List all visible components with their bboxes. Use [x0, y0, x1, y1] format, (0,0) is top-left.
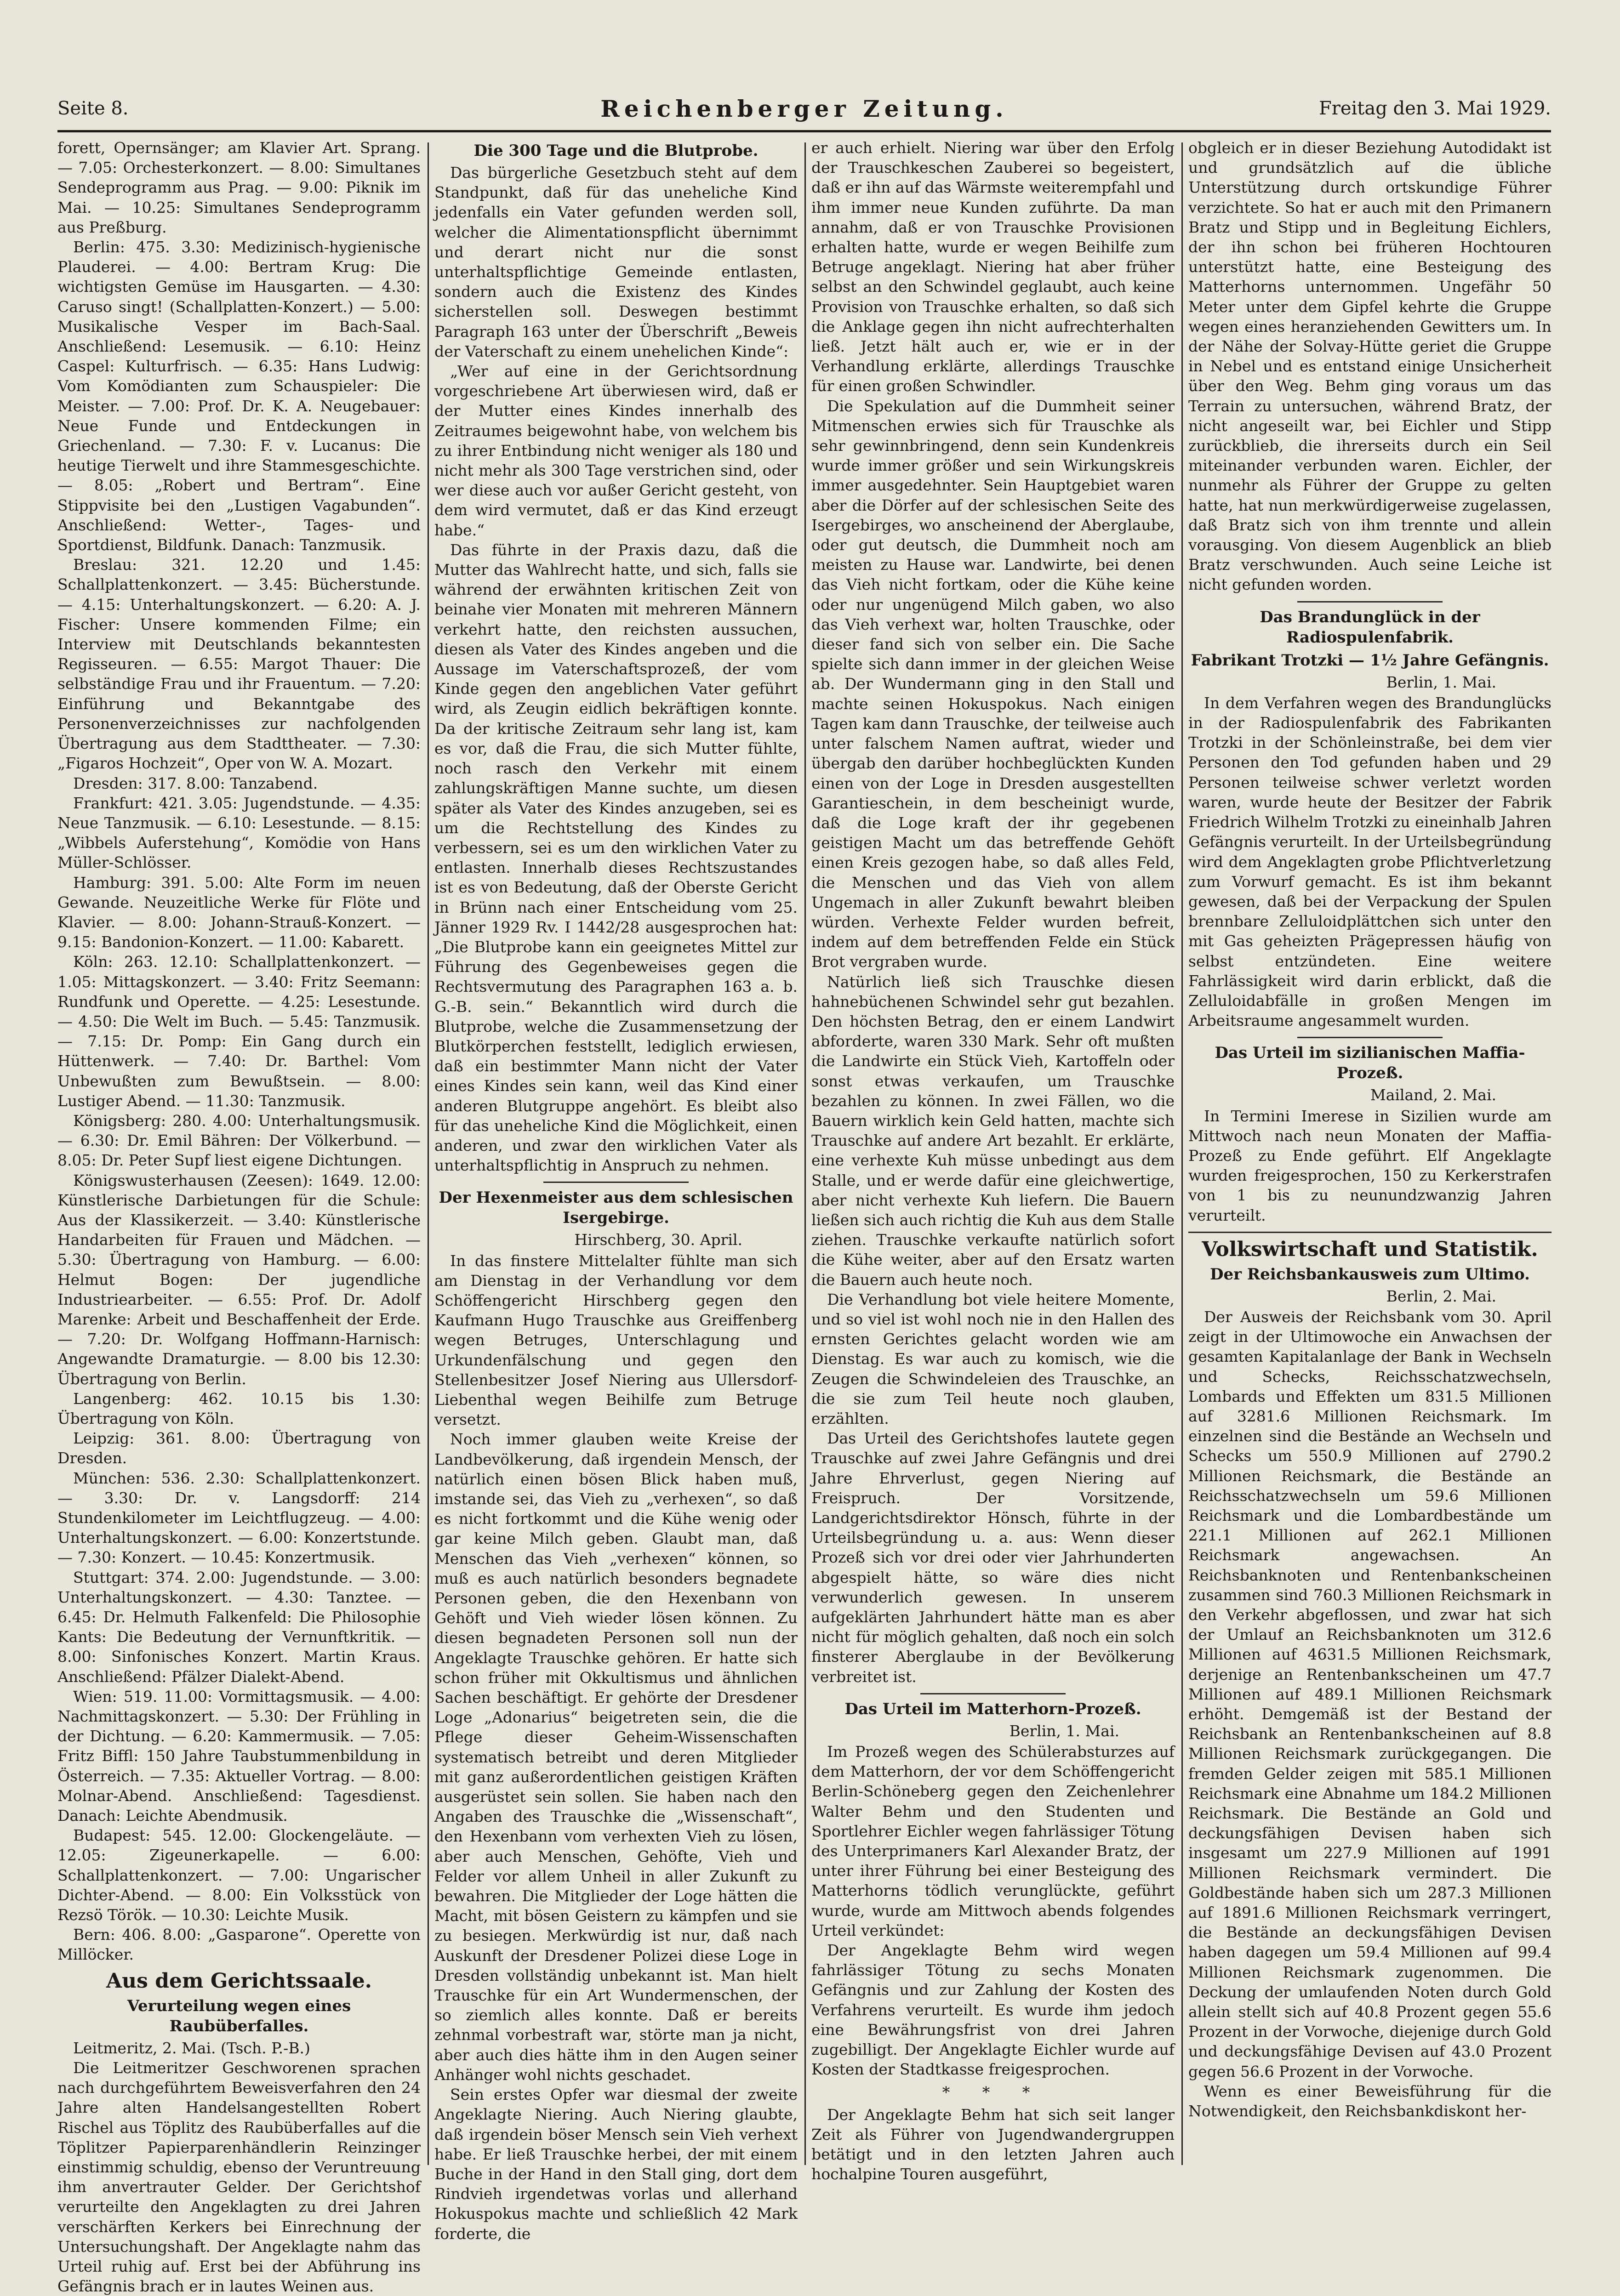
article-paragraph: In dem Verfahren wegen des Brandunglücks in der Radiospulenfabrik des Fabrikanten Trotzki in der Schönleinstraße, bei dem vier Personen den Tod gefunden haben und 29 Personen teilweise schwer verletzt worden waren, wurde heute der Besitzer der Fabrik Friedrich Wilhelm Trotzki zu eineinhalb Jahren Gefängnis verurteilt. In der Urteilsbegründung wird dem Angeklagten grobe Pflichtverletzung zum Vorwurf gemacht. Es ist ihm bekannt gewesen, daß bei der Verpackung der Spulen brennbare Zelluloidplättchen sich unter den mit Gas geheizten Prägepressen häufig von selbst entzündeten. Eine weitere Fahrlässigkeit wird darin erblickt, daß die Zelluloidabfälle in großen Mengen im Arbeitsraume angesammelt wurden.	[1188, 693, 1552, 1030]
article-paragraph: Der Angeklagte Behm hat sich seit langer Zeit als Führer von Jugendwandergruppen betätigt und in den letzten Jahren auch hochalpine Touren ausgeführt,	[811, 2105, 1175, 2183]
article-paragraph: Das führte in der Praxis dazu, daß die Mutter das Wahlrecht hatte, und sich, falls sie während der erwähnten kritischen Zeit von beinahe vier Monaten mit mehreren Männern verkehrt hatte, den reichsten aussuchen, diesen als Vater des Kindes angeben und die Aussage im Vaterschaftsprozeß, der vom Kinde gegen den angeblichen Vater geführt wird, als Zeugin eidlich bekräftigen konnte. Da der kritische Zeitraum sehr lang ist, kam es vor, daß die Frau, die sich Mutter fühlte, noch rasch den Verkehr mit einem zahlungskräftigen Manne suchte, um diesen später als Vater des Kindes anzugeben, sei es um die Rechtstellung des Kindes zu verbessern, sei es um den wirklichen Vater zu entlasten. Innerhalb dieses Rechtszustandes ist es von Bedeutung, daß der Oberste Gericht in Brünn nach einer Entscheidung vom 25. Jänner 1929 Rv. I 1442/28 ausgesprochen hat: „Die Blutprobe kann ein geeignetes Mittel zur Führung des Gegenbeweises gegen die Rechtsvermutung des Paragraphen 163 a. b. G.-B. sein.“ Bekanntlich wird durch die Blutprobe, welche die Zusammensetzung der Blutkörperchen feststellt, lediglich erwiesen, daß ein bestimmter Mann nicht der Vater eines Kindes sein kann, weil das Kind einer anderen Blutgruppe angehört. Es bleibt also für das uneheliche Kind die Möglichkeit, einen anderen, und zwar den wirklichen Vater als unterhaltspflichtig in Anspruch zu nehmen.	[434, 540, 798, 1175]
section-separator	[1188, 1232, 1552, 1233]
article-paragraph: Der Angeklagte Behm wird wegen fahrlässiger Tötung zu sechs Monaten Gefängnis und zur Zahlung der Kosten des Verfahrens verurteilt. Es wurde ihm jedoch eine Bewährungsfrist von drei Jahren zugebilligt. Der Angeklagte Eichler wurde auf Kosten der Stadtkasse freigesprochen.	[811, 1941, 1175, 2079]
article-paragraph: Sein erstes Opfer war diesmal der zweite Angeklagte Niering. Auch Niering glaubte, daß irgendein böser Mensch sein Vieh verhext habe. Er ließ Trauschke herbei, der mit einem Buche in der Hand in den Stall ging, dort dem Rindvieh irgendetwas vorlas und allerhand Hokuspokus machte und schließlich 42 Mark forderte, die	[434, 2086, 798, 2243]
article-dateline: Berlin, 1. Mai.	[1009, 1722, 1119, 1740]
article-paragraph: Natürlich ließ sich Trauschke diesen hahnebüchenen Schwindel sehr gut bezahlen. Den höchsten Betrag, den er einem Landwirt abforderte, waren 330 Mark. Sehr oft mußten die Landwirte ein Stück Vieh, Kartoffeln oder sonst etwas verkaufen, um Trauschke bezahlen zu können. In zwei Fällen, wo die Bauern wirklich kein Geld hatten, machte sich Trauschke auf andere Art bezahlt. Er erklärte, eine verhexte Kuh müsse unbedingt aus dem Stalle, und er werde dafür eine gleichwertige, aber nicht verhexte Kuh liefern. Die Bauern ließen sich auch richtig die Kuh aus dem Stalle ziehen. Trauschke verkaufte natürlich sofort die Kühe weiter, aber auf den Ersatz warten die Bauern auch heute noch.	[811, 972, 1175, 1289]
radio-entry: Dresden: 317. 8.00: Tanzabend.	[73, 774, 318, 792]
column-4	[1188, 138, 1552, 2170]
article-headline: Verurteilung wegen eines Raubüberfalles.	[127, 1996, 351, 2035]
article-headline: Das Urteil im sizilianischen Maffia-Prozeß.	[1215, 1044, 1525, 1083]
radio-entry: Hamburg: 391. 5.00: Alte Form im neuen Gewande. Neuzeitliche Werke für Flöte und Klavier. — 8.00: Johann-Strauß-Konzert. — 9.15: Bandonion-Konzert. — 11.00: Kabarett.	[57, 873, 421, 951]
article-paragraph: Im Prozeß wegen des Schülerabsturzes auf dem Matterhorn, der vor dem Schöffengericht Berlin-Schöneberg gegen den Zeichenlehrer Walter Behm und den Studenten und Sportlehrer Eichler wegen fahrlässiger Tötung des Unterprimaners Karl Alexander Bratz, der unter ihrer Führung bei einer Besteigung des Matterhorns tödlich verunglückte, geführt wurde, wurde am Mittwoch abends folgendes Urteil verkündet:	[811, 1743, 1175, 1939]
article-headline: Der Reichsbankausweis zum Ultimo.	[1210, 1265, 1530, 1284]
radio-entry: Berlin: 475. 3.30: Medizinisch-hygienische Plauderei. — 4.00: Bertram Krug: Die wichtigsten Gemüse im Hausgarten. — 4.30: Caruso singt! (Schallplatten-Konzert.) — 5.00: Musikalische Vesper im Bach-Saal. Anschließend: Lesemusik. — 6.10: Heinz Caspel: Kulturfrisch. — 6.35: Hans Ludwig: Vom Komödianten zum Schauspieler: Die Meister. — 7.00: Prof. Dr. K. A. Neugebauer: Neue Funde und Entdeckungen in Griechenland. — 7.30: F. v. Lucanus: Die heutige Tierwelt und ihre Stammesgeschichte. — 8.05: „Robert und Bertram“. Eine Stippvisite bei den „Lustigen Vagabunden“. Anschließend: Wetter-, Tages- und Sportdienst, Bildfunk. Danach: Tanzmusik.	[57, 238, 421, 554]
radio-entry: Budapest: 545. 12.00: Glockengeläute. — 12.05: Zigeunerkapelle. — 6.00: Schallplattenkonzert. — 7.00: Ungarischer Dichter-Abend. — 8.00: Ein Volksstück von Rezsö Török. — 10.30: Leichte Musik.	[57, 1826, 421, 1924]
radio-entry: forett, Opernsänger; am Klavier Art. Sprang. — 7.05: Orchesterkonzert. — 8.00: Simultanes Sendeprogramm aus Prag. — 9.00: Piknik im Mai. — 10.25: Simultanes Sendeprogramm aus Preßburg.	[57, 139, 421, 236]
article-paragraph: In Termini Imerese in Sizilien wurde am Mittwoch nach neun Monaten der Maffia-Prozeß zu Ende geführt. Elf Angeklagte wurden freigesprochen, 150 zu Kerkerstrafen von 1 bis zu neunundzwanzig Jahren verurteilt.	[1188, 1107, 1552, 1224]
article-dateline: Hirschberg, 30. April.	[574, 1231, 742, 1249]
article-paragraph: In das finstere Mittelalter fühlte man sich am Dienstag in der Verhandlung vor dem Schöffengericht Hirschberg gegen den Kaufmann Hugo Trauschke aus Greiffenberg wegen Betruges, Unterschlagung und Urkundenfälschung und gegen den Stellenbesitzer Josef Niering aus Ullersdorf-Liebenthal wegen Beihilfe zum Betruge versetzt.	[434, 1251, 798, 1429]
column-1	[57, 138, 421, 2296]
article-paragraph: Wenn es einer Beweisführung für die Notwendigkeit, den Reichsbankdiskont her-	[1188, 2082, 1552, 2120]
page-header	[57, 94, 1551, 132]
article-headline: Der Hexenmeister aus dem schlesischen Isergebirge.	[439, 1188, 793, 1228]
article-separator	[920, 1693, 1066, 1694]
section-stars: * * *	[942, 2083, 1044, 2101]
article-headline: Das Urteil im Matterhorn-Prozeß.	[844, 1699, 1141, 1718]
newspaper-title: Reichenberger Zeitung.	[600, 95, 1008, 122]
radio-entry: Königswusterhausen (Zeesen): 1649. 12.00: Künstlerische Darbietungen für die Schule: Aus der Klassikerzeit. — 3.40: Künstlerische Handarbeiten für Frauen und Mädchen. — 5.30: Übertragung von Hamburg. — 6.00: Helmut Bogen: Der jugendliche Industriearbeiter. — 6.55: Prof. Dr. Adolf Marenke: Arbeit und Beschaffenheit der Erde. — 7.20: Dr. Wolfgang Hoffmann-Harnisch: Angewandte Dramaturgie. — 8.00 bis 12.30: Übertragung von Berlin.	[57, 1171, 421, 1388]
column-rule	[428, 142, 429, 2165]
article-paragraph: er auch erhielt. Niering war über den Erfolg der Trauschkeschen Zauberei so begeistert, daß er ihn auf das Wärmste weiterempfahl und ihm immer neue Kunden zuführte. Da man annahm, daß er von Trauschke Provisionen erhalten hatte, wurde er wegen Beihilfe zum Betruge angeklagt. Niering hat aber früher selbst an den Schwindel geglaubt, auch keine Provision von Trauschke erhalten, so daß sich die Anklage gegen ihn nicht aufrechterhalten ließ. Jetzt hält auch er, wie er in der Verhandlung erklärte, allerdings Trauschke für einen großen Schwindler.	[811, 139, 1175, 395]
column-2	[434, 138, 798, 2243]
article-separator	[1297, 601, 1443, 602]
issue-date: Freitag den 3. Mai 1929.	[1318, 98, 1551, 119]
article-subheadline: Fabrikant Trotzki — 1½ Jahre Gefängnis.	[1191, 651, 1549, 670]
column-3	[811, 138, 1175, 2183]
article-paragraph: Die Leitmeritzer Geschworenen sprachen nach durchgeführtem Beweisverfahren den 24 Jahre alten Handelsangestellten Robert Rischel aus Töplitz des Raubüberfalles auf die Töplitzer Papierparenhändlerin Reinzinger einstimmig schuldig, ebenso der Veruntreuung ihm anvertrauter Gelder. Der Gerichtshof verurteilte den Angeklagten zu drei Jahren verschärften Kerkers bei Einrechnung der Untersuchungshaft. Der Angeklagte nahm das Urteil ruhig auf. Erst bei der Abführung ins Gefängnis brach er in lautes Weinen aus.	[57, 2058, 421, 2296]
article-headline: Das Brandunglück in der Radiospulenfabrik.	[1260, 608, 1480, 647]
article-dateline: Berlin, 1. Mai.	[1386, 673, 1496, 691]
quoted-law-paragraph: „Wer auf eine in der Gerichtsordnung vorgeschriebene Art überwiesen wird, daß er der Mutter eines Kindes innerhalb des Zeitraumes beigewohnt habe, von welchem bis zu ihrer Entbindung nicht weniger als 180 und nicht mehr als 300 Tage verstrichen sind, oder wer diese auch vor außer Gericht gesteht, von dem wird vermutet, daß er das Kind erzeugt habe.“	[434, 362, 798, 539]
radio-entry: Köln: 263. 12.10: Schallplattenkonzert. — 1.05: Mittagskonzert. — 3.40: Fritz Seemann: Rundfunk und Operette. — 4.25: Lesestunde. — 4.50: Die Welt im Buch. — 5.45: Tanzmusik. — 7.15: Dr. Pomp: Ein Gang durch ein Hüttenwerk. — 7.40: Dr. Barthel: Vom Unbewußten zum Bewußtsein. — 8.00: Lustiger Abend. — 11.30: Tanzmusik.	[57, 953, 421, 1110]
section-heading: Volkswirtschaft und Statistik.	[1202, 1237, 1538, 1261]
radio-entry: München: 536. 2.30: Schallplattenkonzert. — 3.30: Dr. v. Langsdorff: 214 Stundenkilometer im Leichtflugzeug. — 4.00: Unterhaltungskonzert. — 6.00: Konzertstunde. — 7.30: Konzert. — 10.45: Konzertmusik.	[57, 1469, 421, 1567]
article-paragraph: Noch immer glauben weite Kreise der Landbevölkerung, daß irgendein Mensch, der natürlich einen bösen Blick haben muß, imstande sei, das Vieh zu „verhexen“, so daß es nicht fortkommt und die Kühe wenig oder gar keine Milch geben. Glaubt man, daß Menschen das Vieh „verhexen“ können, so muß es auch natürlich besonders begnadete Personen geben, die den Hexenbann von Gehöft und Vieh wieder lösen können. Zu diesen begnadeten Personen soll nun der Angeklagte Trauschke gehören. Er hatte sich schon früher mit Okkultismus und ähnlichen Sachen beschäftigt. Er gehörte der Dresdener Loge „Adonarius“ beigetreten sein, die die Pflege dieser Geheim-Wissenschaften systematisch betreibt und deren Mitglieder mit ganz außerordentlichen geistigen Kräften ausgerüstet sein sollen. Sie haben nach den Angaben des Trauschke die „Wissenschaft“, den Hexenbann vom verhexten Vieh zu lösen, aber auch Menschen, Gehöfte, Vieh und Felder vor allem Unheil in aller Zukunft zu bewahren. Die Mitglieder der Loge hätten die Macht, mit bösen Geistern zu kämpfen und sie zu besiegen. Merkwürdig ist nur, daß nach Auskunft der Dresdener Polizei diese Loge in Dresden vollständig unbekannt ist. Man hielt Trauschke für ein Art Wundermenschen, der so ziemlich alles konnte. Daß er bereits zehnmal vorbestraft war, störte man ja nicht, aber auch dies hätte ihm in den Augen seiner Anhänger wohl nichts geschadet.	[434, 1430, 798, 2084]
article-paragraph: Das bürgerliche Gesetzbuch steht auf dem Standpunkt, daß für das uneheliche Kind jedenfalls ein Vater gefunden werden soll, welcher die Alimentationspflicht übernimmt und derart nicht nur die sonst unterhaltspflichtige Gemeinde entlasten, sondern auch die Existenz des Kindes sicherstellen soll. Deswegen bestimmt Paragraph 163 unter der Überschrift „Beweis der Vaterschaft zu einem unehelichen Kinde“:	[434, 164, 798, 360]
article-dateline: Berlin, 2. Mai.	[1386, 1287, 1496, 1305]
article-paragraph: Die Verhandlung bot viele heitere Momente, und so viel ist wohl noch nie in den Hallen des ernsten Gerichtes gelacht worden wie am Dienstag. Es war auch zu komisch, wie die Zeugen die Schwindeleien des Trauschke, an die sie zum Teil heute noch glauben, erzählten.	[811, 1290, 1175, 1427]
article-paragraph: Die Spekulation auf die Dummheit seiner Mitmenschen erwies sich für Trauschke als sehr gewinnbringend, denn sein Kundenkreis wurde immer größer und sein Wirkungskreis immer ausgedehnter. Sein Hauptgebiet waren aber die Dörfer auf der schlesischen Seite des Isergebirges, wo anscheinend der Aberglaube, oder gut deutsch, die Dummheit noch am meisten zu Hause war. Landwirte, bei denen das Vieh nicht fortkam, oder die Kühe keine oder nur ungenügend Milch gaben, wo also das Vieh verhext war, holten Trauschke, oder dieser fand sich von selber ein. Die Sache spielte sich dann immer in der gleichen Weise ab. Der Wundermann ging in den Stall und machte seinen Hokuspokus. Nach einigen Tagen kam dann Trauschke, der teilweise auch unter falschem Namen auftrat, wieder und übergab den darüber hochbeglückten Kunden einen von der Loge in Dresden ausgestellten Garantieschein, in dem bescheinigt wurde, daß die Loge kraft der ihr gegebenen geistigen Macht um das betreffende Gehöft einen Kreis gezogen habe, so daß alles Feld, die Menschen und das Vieh von allem Ungemach in aller Zukunft bewahrt bleiben würden. Verhexte Felder wurden befreit, indem auf dem betreffenden Felde ein Stück Brot vergraben wurde.	[811, 397, 1175, 971]
article-dateline: Mailand, 2. Mai.	[1370, 1086, 1496, 1104]
column-rule	[804, 142, 806, 2165]
page-number: Seite 8.	[57, 98, 129, 119]
radio-entry: Bern: 406. 8.00: „Gasparone“. Operette von Millöcker.	[57, 1926, 421, 1964]
radio-entry: Langenberg: 462. 10.15 bis 1.30: Übertragung von Köln.	[57, 1389, 421, 1427]
article-headline: Die 300 Tage und die Blutprobe.	[473, 142, 759, 160]
article-separator	[543, 1182, 689, 1183]
article-separator	[1297, 1037, 1443, 1038]
article-paragraph: Der Ausweis der Reichsbank vom 30. April zeigt in der Ultimowoche ein Anwachsen der gesamten Kapitalanlage der Bank in Wechseln und Schecks, Reichsschatzwechseln, Lombards und Effekten um 831.5 Millionen auf 3281.6 Millionen Reichsmark. Im einzelnen sind die Bestände an Wechseln und Schecks um 550.9 Millionen auf 2790.2 Millionen Reichsmark, die Bestände an Reichsschatzwechseln um 59.6 Millionen Reichsmark und die Lombardbestände um 221.1 Millionen auf 262.1 Millionen Reichsmark angewachsen. An Reichsbanknoten und Rentenbankscheinen zusammen sind 760.3 Millionen Reichsmark in den Verkehr abgeflossen, und zwar hat sich der Umlauf an Reichsbanknoten um 312.6 Millionen auf 4631.5 Millionen Reichsmark, derjenige an Rentenbankscheinen um 47.7 Millionen auf 489.1 Millionen Reichsmark erhöht. Demgemäß ist der Bestand der Reichsbank an Rentenbankscheinen auf 8.8 Millionen Reichsmark zurückgegangen. Die fremden Gelder zeigen mit 585.1 Millionen Reichsmark eine Abnahme um 184.2 Millionen Reichsmark. Die Bestände an Gold und deckungsfähigen Devisen haben sich insgesamt um 227.9 Millionen auf 1991 Millionen Reichsmark vermindert. Die Goldbestände haben sich um 287.3 Millionen auf 1891.6 Millionen Reichsmark verringert, die Bestände an deckungsfähigen Devisen haben dagegen um 59.4 Millionen auf 99.4 Millionen Reichsmark zugenommen. Die Deckung der umlaufenden Noten durch Gold allein stellt sich auf 40.8 Prozent gegen 55.6 Prozent in der Vorwoche, diejenige durch Gold und deckungsfähige Devisen auf 43.0 Prozent gegen 56.6 Prozent in der Vorwoche.	[1188, 1307, 1552, 2080]
article-paragraph: obgleich er in dieser Beziehung Autodidakt ist und grundsätzlich auf die übliche Unterstützung durch ortskundige Führer verzichtete. So hat er auch mit den Primanern Bratz und Stipp und in Begleitung Eichlers, der ihn schon bei früheren Hochtouren unterstützt hatte, eine Besteigung des Matterhorns unternommen. Ungefähr 50 Meter unter dem Gipfel kehrte die Gruppe wegen eines heranziehenden Gewitters um. In der Nähe der Solvay-Hütte geriet die Gruppe in Nebel und es entstand einige Unsicherheit über den Weg. Behm ging voraus um das Terrain zu untersuchen, während Bratz, der nicht angeseilt war, bei Eichler und Stipp zurückblieb, die ihrerseits durch ein Seil miteinander verbunden waren. Eichler, der nunmehr als Führer der Gruppe zu gelten hatte, hat nun merkwürdigerweise zugelassen, daß Bratz sich von ihm trennte und allein vorausging. Von diesem Augenblick an blieb Bratz verschwunden. Auch seine Leiche ist nicht gefunden worden.	[1188, 139, 1552, 594]
section-heading: Aus dem Gerichtssaale.	[106, 1969, 372, 1993]
radio-program-listing	[57, 138, 421, 1965]
radio-entry: Stuttgart: 374. 2.00: Jugendstunde. — 3.00: Unterhaltungskonzert. — 4.30: Tanztee. — 6.45: Dr. Helmuth Falkenfeld: Die Philosophie Kants: Die Bedeutung der Vernunftkritik. — 8.00: Sinfonisches Konzert. Martin Kraus. Anschließend: Pfälzer Dialekt-Abend.	[57, 1568, 421, 1686]
article-dateline: Leitmeritz, 2. Mai. (Tsch. P.-B.)	[73, 2039, 310, 2057]
radio-entry: Frankfurt: 421. 3.05: Jugendstunde. — 4.35: Neue Tanzmusik. — 6.10: Lesestunde. — 8.15: „Wibbels Auferstehung“, Komödie von Hans Müller-Schlösser.	[57, 794, 421, 872]
columns	[57, 138, 1552, 2296]
radio-entry: Breslau: 321. 12.20 und 1.45: Schallplattenkonzert. — 3.45: Bücherstunde. — 4.15: Unterhaltungskonzert. — 6.20: A. J. Fischer: Unsere kommenden Filme; ein Interview mit Deutschlands bekanntesten Regisseuren. — 6.55: Margot Thauer: Die selbständige Frau und ihr Frauentum. — 7.20: Einführung und Bekanntgabe des Personenverzeichnisses zur nachfolgenden Übertragung aus dem Stadttheater. — 7.30: „Figaros Hochzeit“, Oper von W. A. Mozart.	[57, 556, 421, 773]
column-rule	[1181, 142, 1183, 2165]
radio-entry: Wien: 519. 11.00: Vormittagsmusik. — 4.00: Nachmittagskonzert. — 5.30: Der Frühling in der Dichtung. — 6.20: Kammermusik. — 7.05: Fritz Biffl: 150 Jahre Taubstummenbildung in Österreich. — 7.35: Aktueller Vortrag. — 8.00: Molnar-Abend. Anschließend: Tagesdienst. Danach: Leichte Abendmusik.	[57, 1687, 421, 1825]
radio-entry: Leipzig: 361. 8.00: Übertragung von Dresden.	[57, 1429, 421, 1467]
article-paragraph: Das Urteil des Gerichtshofes lautete gegen Trauschke auf zwei Jahre Gefängnis und drei Jahre Ehrverlust, gegen Niering auf Freispruch. Der Vorsitzende, Landgerichtsdirektor Hönsch, führte in der Urteilsbegründung u. a. aus: Wenn dieser Prozeß sich vor drei oder vier Jahrhunderten abgespielt hätte, so wäre dies nicht verwunderlich gewesen. In unserem aufgeklärten Jahrhundert hätte man es aber nicht für möglich gehalten, daß noch ein solch finsterer Aberglaube in der Bevölkerung verbreitet ist.	[811, 1429, 1175, 1686]
radio-entry: Königsberg: 280. 4.00: Unterhaltungsmusik. — 6.30: Dr. Emil Bähren: Der Völkerbund. — 8.05: Dr. Peter Supf liest eigene Dichtungen.	[57, 1111, 421, 1170]
